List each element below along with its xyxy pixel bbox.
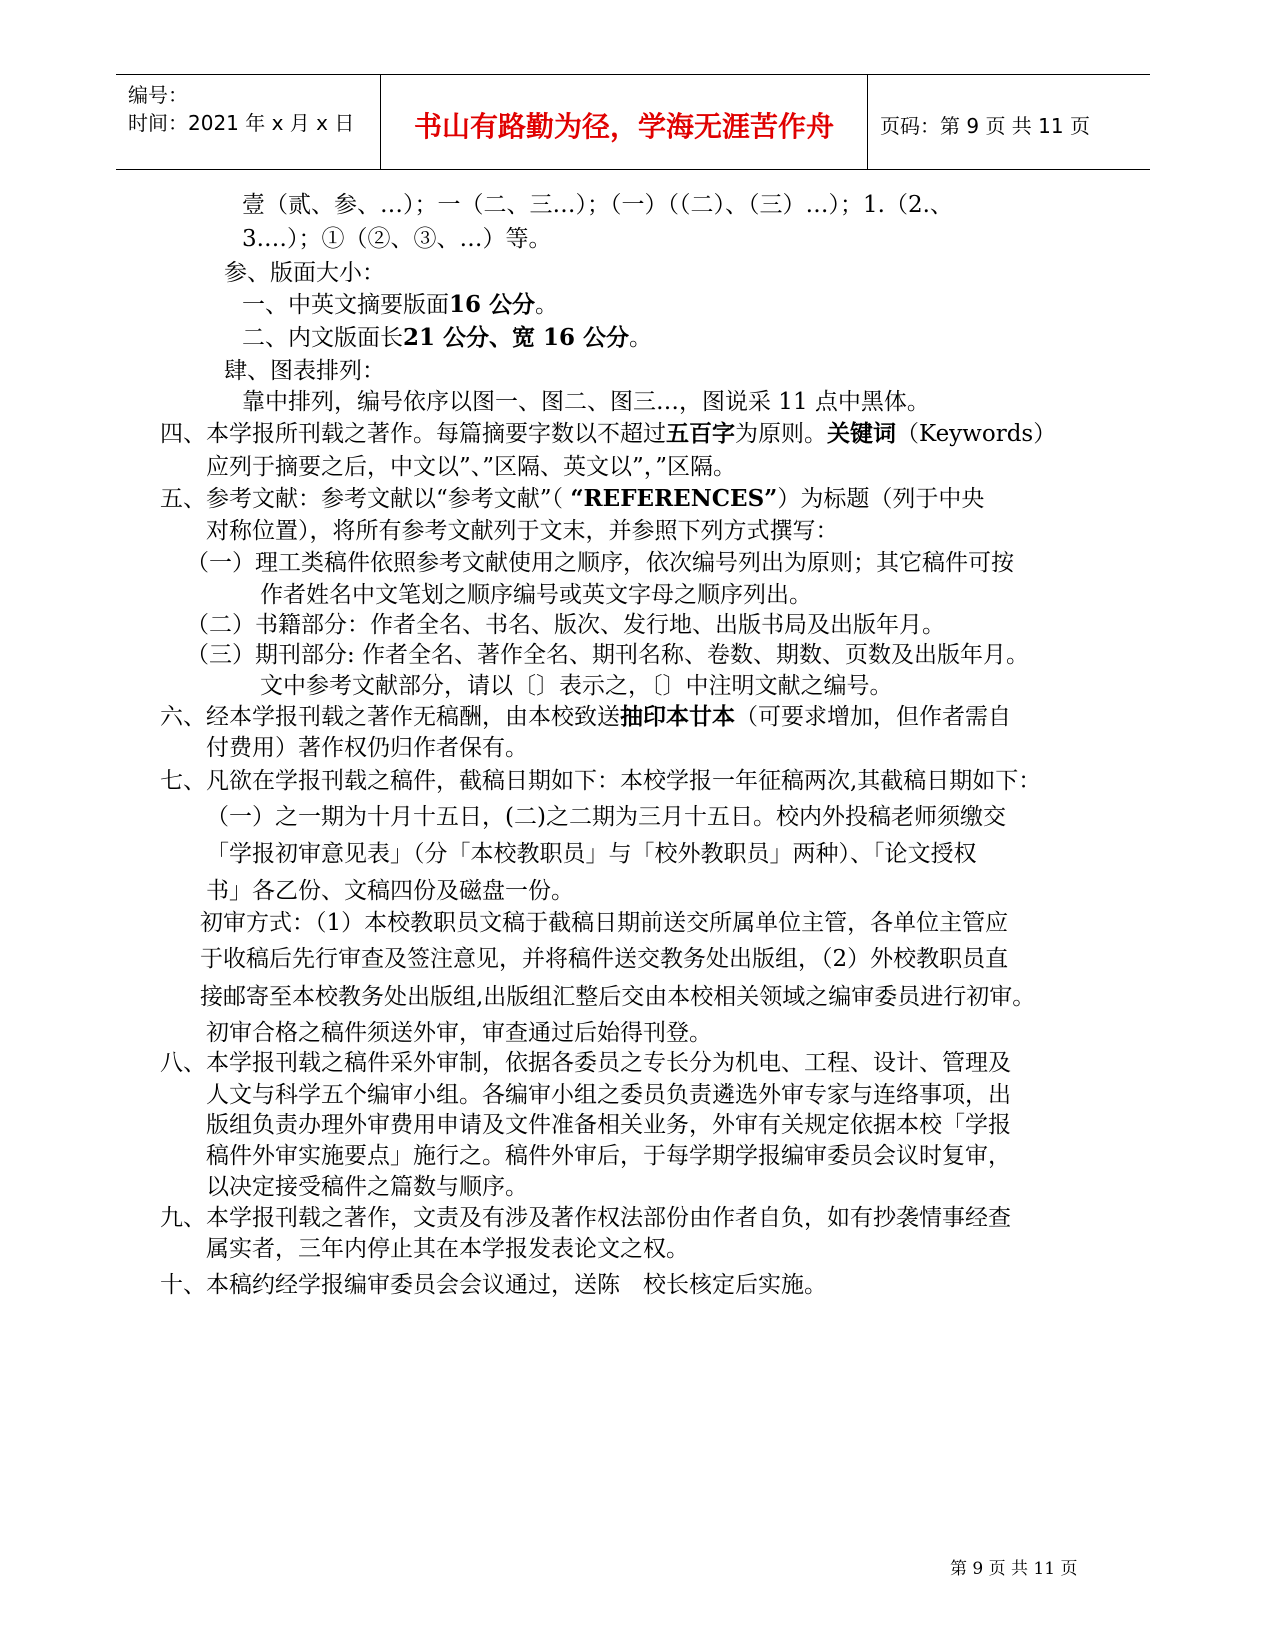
body-line: 初审方式：（1）本校教职员文稿于截稿日期前送交所属单位主管，各单位主管应: [200, 910, 1009, 936]
header-table: [116, 74, 1150, 170]
body-line: （三）期刊部分: 作者全名、著作全名、期刊名称、卷数、期数、页数及出版年月。: [186, 642, 1030, 668]
body-line: 七、凡欲在学报刊载之稿件，截稿日期如下：本校学报一年征稿两次,其截稿日期如下：: [160, 768, 1042, 794]
document-number-label: 编号：: [128, 83, 188, 107]
body-line: 于收稿后先行审查及签注意见，并将稿件送交教务处出版组，（2）外校教职员直: [200, 946, 1009, 972]
body-line: 书」各乙份、文稿四份及磁盘一份。: [206, 878, 574, 904]
header-right-cell: [868, 75, 1150, 169]
body-line: 付费用）著作权仍归作者保有。: [206, 735, 528, 761]
section-heading: 肆、图表排列：: [224, 358, 385, 384]
body-line: 六、经本学报刊载之著作无稿酬，由本校致送抽印本廿本（可要求增加，但作者需自: [160, 703, 1011, 730]
body-line: （一）理工类稿件依照参考文献使用之顺序，依次编号列出为原则；其它稿件可按: [186, 550, 1014, 576]
body-line: 十、本稿约经学报编审委员会会议通过，送陈 校长核定后实施。: [160, 1272, 827, 1298]
body-line: 人文与科学五个编审小组。各编审小组之委员负责遴选外审专家与连络事项，出: [206, 1082, 1011, 1108]
body-line: 应列于摘要之后，中文以”、”区隔、英文以”，”区隔。: [206, 454, 737, 480]
header-left-cell: [116, 75, 381, 169]
body-line: 四、本学报所刊载之著作。每篇摘要字数以不超过五百字为原则。关键词（Keywords）: [160, 420, 1057, 447]
body-line: 五、参考文献：参考文献以“参考文献”（ “REFERENCES”）为标题（列于中央: [160, 485, 985, 512]
body-line: 九、本学报刊载之著作，文责及有涉及著作权法部份由作者自负，如有抄袭情事经查: [160, 1205, 1011, 1231]
section-heading: 参、版面大小：: [224, 260, 385, 286]
body-line: 壹（贰、参、…）；一（二、三…）；（一）（（二）、（三）…）；1.（2.、: [242, 192, 953, 218]
body-line: 属实者，三年内停止其在本学报发表论文之权。: [206, 1236, 689, 1262]
body-line: 以决定接受稿件之篇数与顺序。: [206, 1174, 528, 1200]
body-line: （一）之一期为十月十五日，(二)之二期为三月十五日。校内外投稿老师须缴交: [206, 804, 1006, 830]
body-line: 二、内文版面长21 公分、宽 16 公分。: [242, 324, 653, 351]
body-line: （二）书籍部分：作者全名、书名、版次、发行地、出版书局及出版年月。: [186, 612, 945, 638]
header-page-info: 页码：第 9 页 共 11 页: [880, 114, 1090, 138]
document-time-label: 时间：2021 年 x 月 x 日: [128, 111, 355, 135]
body-line: 稿件外审实施要点」施行之。稿件外审后，于每学期学报编审委员会议时复审，: [206, 1143, 1011, 1169]
header-motto: 书山有路勤为径，学海无涯苦作舟: [413, 110, 834, 143]
header-middle-cell: [381, 75, 868, 169]
page-footer: 第 9 页 共 11 页: [950, 1559, 1078, 1579]
body-line: 八、本学报刊载之稿件采外审制，依据各委员之专长分为机电、工程、设计、管理及: [160, 1050, 1011, 1076]
body-line: 作者姓名中文笔划之顺序编号或英文字母之顺序列出。: [260, 582, 812, 608]
body-line: 文中参考文献部分，请以〔〕表示之，〔〕中注明文献之编号。: [260, 673, 893, 699]
body-line: 初审合格之稿件须送外审，审查通过后始得刊登。: [206, 1020, 712, 1046]
body-line: 一、中英文摘要版面16 公分。: [242, 291, 559, 318]
body-line: 3.…）；①（②、③、…）等。: [242, 226, 552, 252]
body-line: 版组负责办理外审费用申请及文件准备相关业务，外审有关规定依据本校「学报: [206, 1112, 1011, 1138]
body-line: 靠中排列，编号依序以图一、图二、图三…，图说采 11 点中黑体。: [242, 389, 930, 415]
body-line: 对称位置），将所有参考文献列于文末，并参照下列方式撰写：: [206, 518, 839, 544]
body-line: 接邮寄至本校教务处出版组,出版组汇整后交由本校相关领域之编审委员进行初审。: [200, 984, 1036, 1010]
body-line: 「学报初审意见表」（分「本校教职员」与「校外教职员」两种）、「论文授权: [206, 841, 977, 867]
